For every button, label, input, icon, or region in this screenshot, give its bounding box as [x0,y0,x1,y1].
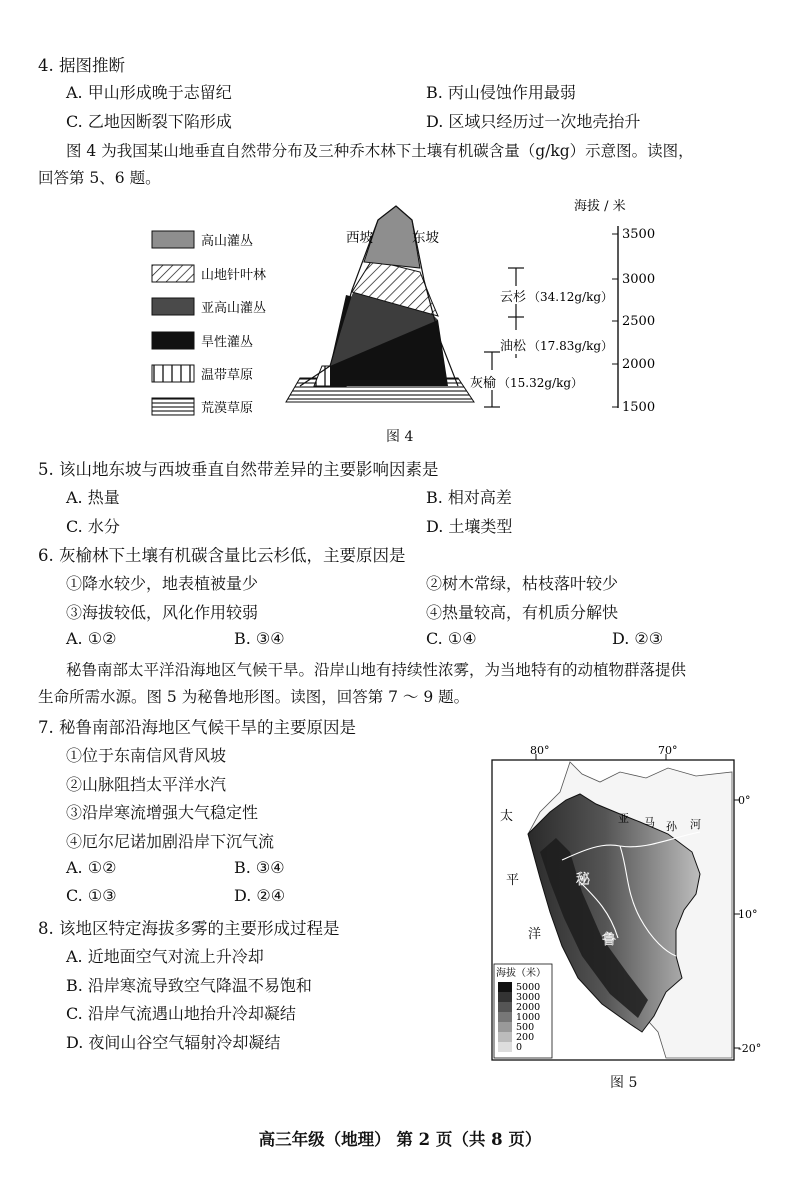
q7-item-2: ②山脉阻挡太平洋水汽 [66,775,227,794]
amazon-char: 亚 [618,812,629,825]
intro-5-6-line1: 图 4 为我国某山地垂直自然带分布及三种乔木林下土壤有机碳含量（g/kg）示意图。读图， [66,142,694,160]
amazon-char: 孙 [666,820,677,833]
elevation-legend-value: 200 [516,1032,535,1043]
lat-label: 10° [738,908,758,921]
figure-4-caption: 图 4 [386,429,414,445]
legend-label: 旱性灌丛 [201,335,254,350]
altitude-axis [612,226,618,408]
tree-name-elm: 灰榆 [470,376,497,391]
q8-option-b: B. 沿岸寒流导致空气降温不易饱和 [66,976,312,995]
intro-5-6-line2: 回答第 5、6 题。 [38,169,161,187]
q7-option-a: A. ①② [66,858,117,877]
legend-label: 山地针叶林 [201,268,267,283]
page-footer: 高三年级（地理） 第 2 页（共 8 页） [258,1130,542,1149]
q7-stem: 7. 秘鲁南部沿海地区气候干旱的主要原因是 [38,718,356,737]
q4-option-a: A. 甲山形成晚于志留纪 [66,83,232,102]
intro-7-9-line1: 秘鲁南部太平洋沿海地区气候干旱。沿岸山地有持续性浓雾，为当地特有的动植物群落提供 [66,661,687,679]
q8-option-a: A. 近地面空气对流上升冷却 [66,947,264,966]
elevation-legend-value: 1000 [516,1012,541,1023]
legend-label: 温带草原 [201,368,254,383]
amazon-char: 河 [690,818,701,831]
q5-option-b: B. 相对高差 [426,488,512,507]
legend-swatch-desert-steppe [152,398,194,415]
elevation-legend-value: 3000 [516,992,541,1003]
q7-item-4: ④厄尔尼诺加剧沿岸下沉气流 [66,832,275,851]
q8-stem: 8. 该地区特定海拔多雾的主要形成过程是 [38,919,340,938]
altitude-tick: 2500 [622,314,656,329]
q4-option-d: D. 区域只经历过一次地壳抬升 [426,112,641,131]
q4-stem: 4. 据图推断 [38,56,125,75]
altitude-tick: 2000 [622,357,656,372]
elevation-legend-value: 0 [516,1042,523,1053]
ocean-char: 平 [506,873,520,888]
q6-option-b: B. ③④ [234,629,285,648]
q6-item-1: ①降水较少，地表植被量少 [66,574,259,593]
lon-label: 80° [530,744,550,757]
tree-name-spruce: 云杉 [500,290,527,305]
q6-item-4: ④热量较高，有机质分解快 [426,603,619,622]
legend-swatch-xeric-shrub [152,332,194,349]
legend-swatch-alpine-shrub [152,231,194,248]
east-slope-label: 东坡 [412,230,439,246]
west-slope-label: 西坡 [346,230,373,246]
q7-option-c: C. ①③ [66,886,117,905]
figure-4 [0,190,800,450]
figure-5-peru-map [470,742,770,1070]
elevation-legend-value: 2000 [516,1002,541,1013]
q7-option-d: D. ②④ [234,886,286,905]
altitude-axis-title: 海拔 / 米 [574,199,626,214]
q5-option-d: D. 土壤类型 [426,517,513,536]
ocean-char: 洋 [528,927,542,942]
q7-item-1: ①位于东南信风背风坡 [66,746,227,765]
q5-stem: 5. 该山地东坡与西坡垂直自然带差异的主要影响因素是 [38,460,439,479]
legend-label: 高山灌丛 [201,234,254,249]
ocean-char: 太 [500,809,514,824]
mountain-profile [286,206,474,402]
lat-label: -20° [738,1042,762,1055]
legend-swatch-coniferous-forest [152,265,194,282]
q6-item-2: ②树木常绿，枯枝落叶较少 [426,574,619,593]
q8-option-c: C. 沿岸气流遇山地抬升冷却凝结 [66,1004,296,1023]
q4-option-c: C. 乙地因断裂下陷形成 [66,112,232,131]
altitude-tick: 3500 [622,227,656,242]
q6-item-3: ③海拔较低，风化作用较弱 [66,603,259,622]
country-char: 秘 [576,872,590,888]
elevation-legend-value: 500 [516,1022,535,1033]
legend-label: 荒漠草原 [201,401,254,416]
tree-carbon-pine: （17.83g/kg） [528,339,614,353]
lon-label: 70° [658,744,678,757]
q7-item-3: ③沿岸寒流增强大气稳定性 [66,803,259,822]
tree-carbon-elm: （15.32g/kg） [498,376,584,390]
intro-7-9-line2: 生命所需水源。图 5 为秘鲁地形图。读图，回答第 7 ～ 9 题。 [38,688,470,706]
tree-carbon-spruce: （34.12g/kg） [528,290,614,304]
q6-option-c: C. ①④ [426,629,477,648]
amazon-char: 马 [644,816,655,829]
country-char: 鲁 [602,932,616,948]
q8-option-d: D. 夜间山谷空气辐射冷却凝结 [66,1033,281,1052]
lat-label: 0° [738,794,751,807]
q6-option-d: D. ②③ [612,629,664,648]
q4-option-b: B. 丙山侵蚀作用最弱 [426,83,576,102]
tree-name-pine: 油松 [500,339,527,354]
legend-swatch-subalpine-shrub [152,298,194,315]
figure-5-caption: 图 5 [610,1075,638,1091]
q6-stem: 6. 灰榆林下土壤有机碳含量比云杉低，主要原因是 [38,546,406,565]
q6-option-a: A. ①② [66,629,117,648]
elevation-legend-value: 5000 [516,982,541,993]
elevation-legend-title: 海拔（米） [496,968,546,979]
altitude-tick: 3000 [622,272,656,287]
legend-label: 亚高山灌丛 [201,301,267,316]
q7-option-b: B. ③④ [234,858,285,877]
q5-option-c: C. 水分 [66,517,120,536]
altitude-tick: 1500 [622,400,656,415]
legend-swatch-temperate-steppe [152,365,194,382]
q5-option-a: A. 热量 [66,488,120,507]
